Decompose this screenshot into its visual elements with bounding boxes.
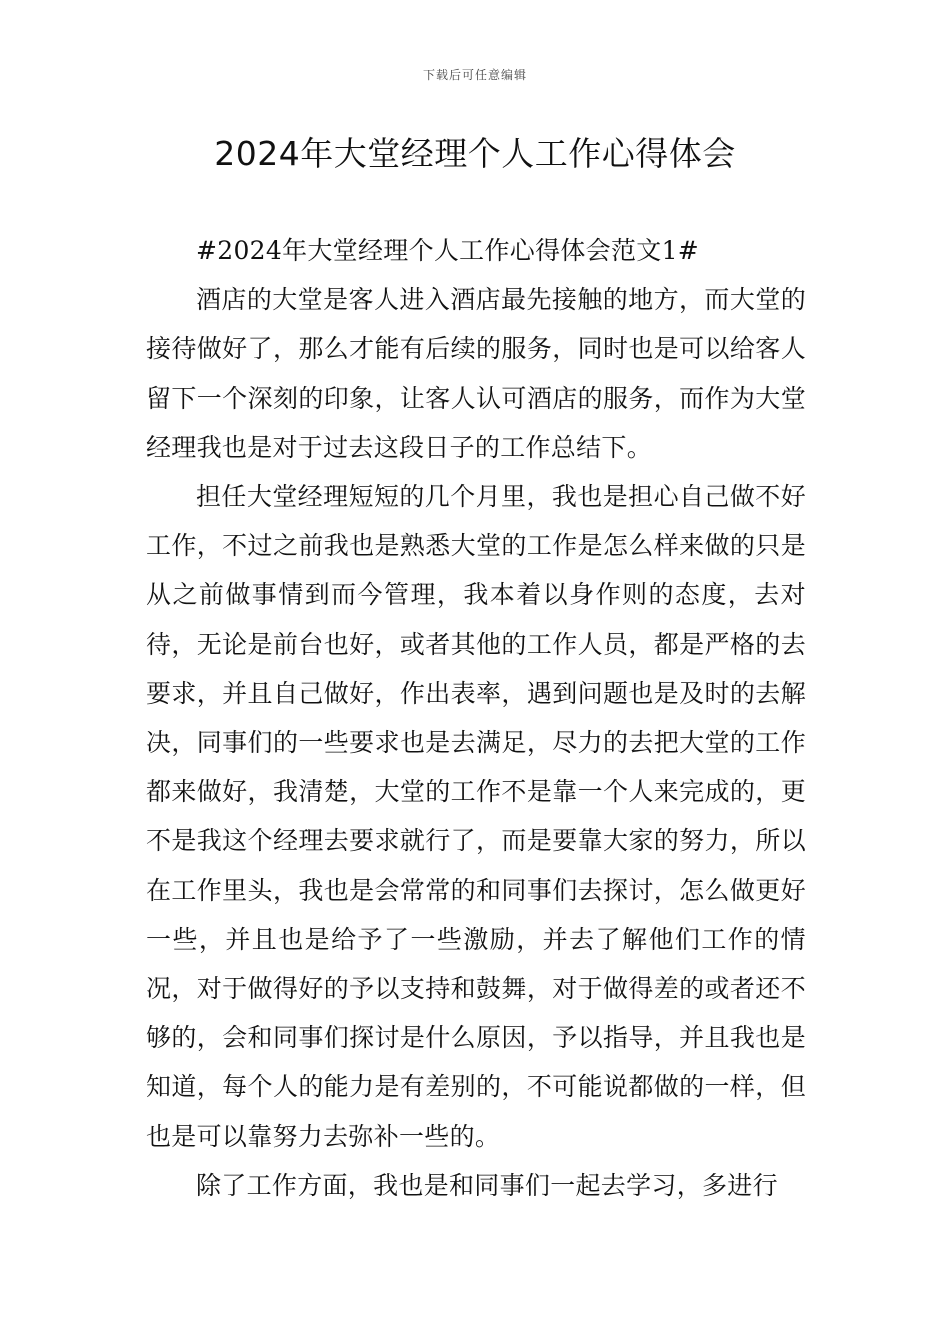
section-heading: #2024年大堂经理个人工作心得体会范文1# [196,236,700,265]
paragraph: 酒店的大堂是客人进入酒店最先接触的地方，而大堂的接待做好了，那么才能有后续的服务，同时也是可以给客人留下一个深刻的印象，让客人认可酒店的服务，而作为大堂经理我也是对于过去这段日子的工作总结下。 [146,285,806,462]
document-body [146,226,806,1210]
document-title: 2024年大堂经理个人工作心得体会 [214,134,736,173]
paragraph: 除了工作方面，我也是和同事们一起去学习，多进行 [196,1170,778,1200]
header-note: 下载后可任意编辑 [422,68,527,82]
paragraph: 担任大堂经理短短的几个月里，我也是担心自己做不好工作，不过之前我也是熟悉大堂的工作是怎么样来做的只是从之前做事情到而今管理，我本着以身作则的态度，去对待，无论是前台也好，或者其他的工作人员，都是严格的去要求，并且自己做好，作出表率，遇到问题也是及时的去解决，同事们的一些要求也是去满足，尽力的去把大堂的工作都来做好，我清楚，大堂的工作不是靠一个人来完成的，更不是我这个经理去要求就行了，而是要靠大家的努力，所以在工作里头，我也是会常常的和同事们去探讨，怎么做更好一些，并且也是给予了一些激励，并去了解他们工作的情况，对于做得好的予以支持和鼓舞，对于做得差的或者还不够的，会和同事们探讨是什么原因，予以指导，并且我也是知道，每个人的能力是有差别的，不可能说都做的一样，但也是可以靠努力去弥补一些的。 [146,482,806,1151]
